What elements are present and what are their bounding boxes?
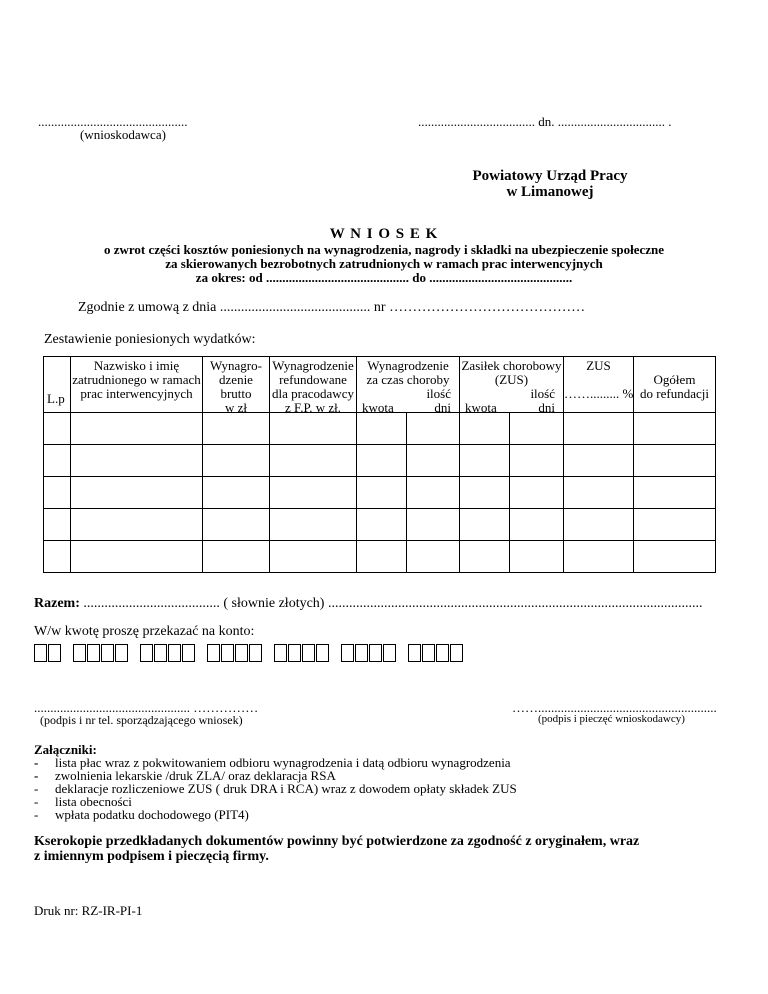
table-row[interactable] xyxy=(44,445,716,477)
table-row[interactable] xyxy=(44,541,716,573)
preparer-signature-line: ................................................ …………… xyxy=(34,700,259,715)
header-sick-wage: Wynagrodzenie za czas choroby ilość kwota dni xyxy=(357,357,460,413)
expenses-table xyxy=(43,356,716,573)
preparer-signature-caption: (podpis i nr tel. sporządzającego wniosek) xyxy=(40,713,243,727)
list-item: - wpłata podatku dochodowego (PIT4) xyxy=(34,807,249,822)
digit-box[interactable] xyxy=(182,644,195,662)
digit-box[interactable] xyxy=(207,644,220,662)
digit-box[interactable] xyxy=(140,644,153,662)
digit-box[interactable] xyxy=(168,644,181,662)
applicant-caption: (wnioskodawca) xyxy=(80,127,166,142)
digit-box[interactable] xyxy=(355,644,368,662)
table-row[interactable] xyxy=(44,477,716,509)
digit-box[interactable] xyxy=(383,644,396,662)
digit-box[interactable] xyxy=(274,644,287,662)
digit-box[interactable] xyxy=(408,644,421,662)
bank-account-input[interactable] xyxy=(34,644,475,662)
digit-box[interactable] xyxy=(302,644,315,662)
applicant-stamp-caption: (podpis i pieczęć wnioskodawcy) xyxy=(538,713,685,725)
list-item: - deklaracje rozliczeniowe ZUS ( druk DRA i RCA) wraz z dowodem opłaty składek ZUS xyxy=(34,781,517,796)
digit-box[interactable] xyxy=(422,644,435,662)
form-number: Druk nr: RZ-IR-PI-1 xyxy=(34,903,143,918)
header-name: Nazwisko i imię zatrudnionego w ramach prac interwencyjnych xyxy=(71,357,203,413)
section-heading: Zestawienie poniesionych wydatków: xyxy=(44,332,256,347)
total-line[interactable] xyxy=(34,596,702,612)
header-sick-benefit: Zasiłek chorobowy (ZUS) ilość kwota dni xyxy=(461,358,562,415)
digit-box[interactable] xyxy=(249,644,262,662)
title-subline-1: o zwrot części kosztów poniesionych na wynagrodzenia, nagrody i składki na ubezpieczenie społeczne xyxy=(103,242,665,257)
list-item: - lista obecności xyxy=(34,794,132,809)
document-title: W N I O S E K xyxy=(329,226,439,242)
digit-box[interactable] xyxy=(316,644,329,662)
digit-box[interactable] xyxy=(341,644,354,662)
header-total: Ogółem do refundacji xyxy=(634,357,716,413)
digit-box[interactable] xyxy=(87,644,100,662)
header-gross-wage: Wynagro- dzenie brutto w zł xyxy=(203,357,270,413)
copies-note-line-2: z imiennym podpisem i pieczęcią firmy. xyxy=(34,849,269,864)
digit-box[interactable] xyxy=(48,644,61,662)
digit-box[interactable] xyxy=(450,644,463,662)
recipient-city: w Limanowej xyxy=(506,184,594,200)
place-date-line: .................................... dn. ................................. . xyxy=(418,114,672,129)
digit-box[interactable] xyxy=(288,644,301,662)
account-label: W/w kwotę proszę przekazać na konto: xyxy=(34,624,255,639)
agreement-line: Zgodnie z umową z dnia ........................................... nr …………………………………… xyxy=(78,300,586,315)
digit-box[interactable] xyxy=(115,644,128,662)
total-label: Razem: xyxy=(34,596,80,611)
digit-box[interactable] xyxy=(73,644,86,662)
digit-box[interactable] xyxy=(221,644,234,662)
digit-box[interactable] xyxy=(436,644,449,662)
total-in-words: ....................................... ( słownie złotych) ........................................................................................................... xyxy=(79,596,703,611)
attachments-heading: Załączniki: xyxy=(34,742,97,757)
header-refunded-wage: Wynagrodzenie refundowane dla pracodawcy z F.P. w zł. xyxy=(270,357,357,413)
list-item: - lista płac wraz z pokwitowaniem odbioru wynagrodzenia i datą odbioru wynagrodzenia xyxy=(34,755,511,770)
applicant-signature-line: .............................................. xyxy=(38,114,188,129)
title-subline-2: za skierowanych bezrobotnych zatrudnionych w ramach prac interwencyjnych xyxy=(165,256,603,271)
digit-box[interactable] xyxy=(154,644,167,662)
applicant-stamp-line: ……....................................................... xyxy=(512,700,717,715)
list-item: - zwolnienia lekarskie /druk ZLA/ oraz deklaracja RSA xyxy=(34,768,336,783)
table-row[interactable] xyxy=(44,509,716,541)
digit-box[interactable] xyxy=(369,644,382,662)
copies-note-line-1: Kserokopie przedkładanych dokumentów powinny być potwierdzone za zgodność z oryginałem, wraz xyxy=(34,834,640,849)
digit-box[interactable] xyxy=(34,644,47,662)
header-lp: L.p xyxy=(44,357,71,413)
period-line: za okres: od ............................................ do ............................................ xyxy=(195,270,573,285)
digit-box[interactable] xyxy=(101,644,114,662)
digit-box[interactable] xyxy=(235,644,248,662)
recipient-name: Powiatowy Urząd Pracy xyxy=(472,168,628,184)
table-row[interactable] xyxy=(44,413,716,445)
header-zus: ZUS ……......... % xyxy=(564,357,634,413)
